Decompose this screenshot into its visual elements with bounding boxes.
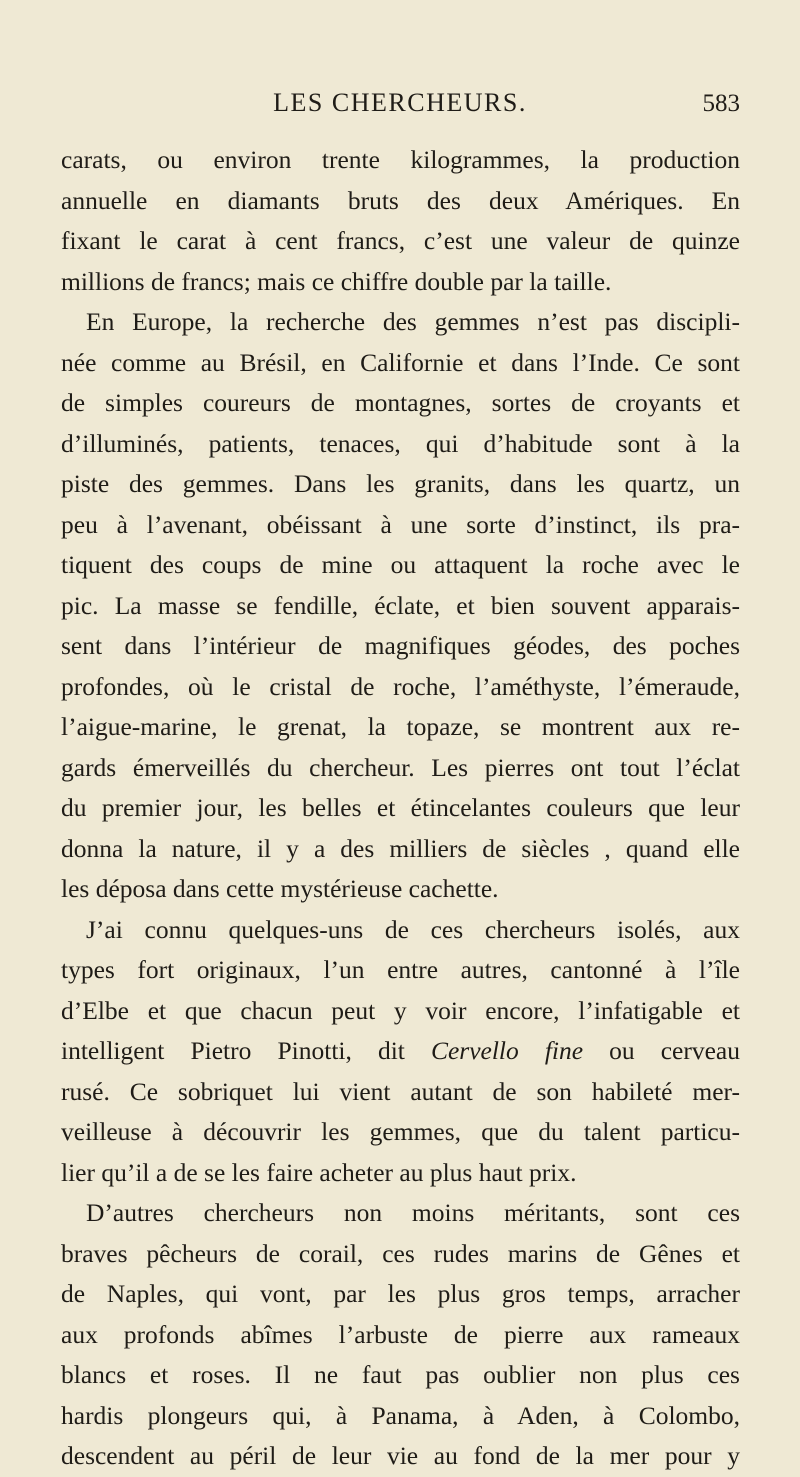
text-line-with-italic [61, 1031, 740, 1072]
text-line: annuelle en diamants bruts des deux Amériques. En [61, 185, 740, 215]
text-line: aux profonds abîmes l’arbuste de pierre aux rameaux [61, 1319, 740, 1349]
paragraph-start-line: En Europe, la recherche des gemmes n’est pas discipli- [86, 307, 740, 336]
text-line: tiquent des coups de mine ou attaquent la roche avec le [61, 550, 740, 579]
text-line: fixant le carat à cent francs, c’est une valeur de quinze [61, 226, 740, 255]
text-line: d’Elbe et que chacun peut y voir encore, l’infatigable et [61, 995, 740, 1025]
paragraph-start-line: D’autres chercheurs non moins méritants, sont ces [86, 1198, 740, 1227]
text-line: hardis plongeurs qui, à Panama, à Aden, à Colombo, [61, 1400, 740, 1430]
text-line: profondes, où le cristal de roche, l’améthyste, l’émeraude, [61, 671, 740, 701]
text-line: donna la nature, il y a des milliers de siècles , quand elle [61, 833, 740, 863]
text-line: peu à l’avenant, obéissant à une sorte d’instinct, ils pra- [61, 509, 740, 539]
text-line: rusé. Ce sobriquet lui vient autant de son habileté mer- [61, 1076, 740, 1106]
text-line: du premier jour, les belles et étincelantes couleurs que leur [61, 793, 740, 822]
text-line: de Naples, qui vont, par les plus gros temps, arracher [61, 1279, 740, 1308]
text-line: millions de francs; mais ce chiffre double par la taille. [61, 266, 612, 296]
text-segment: intelligent Pietro Pinotti, dit [61, 1036, 431, 1065]
text-line: carats, ou environ trente kilogrammes, la production [61, 145, 740, 174]
text-line: d’illuminés, patients, tenaces, qui d’habitude sont à la [61, 428, 740, 458]
running-head [60, 88, 740, 128]
text-line: de simples coureurs de montagnes, sortes de croyants et [61, 388, 740, 417]
paragraph-start-line: J’ai connu quelques-uns de ces chercheurs isolés, aux [86, 914, 740, 944]
text-line: blancs et roses. Il ne faut pas oublier non plus ces [61, 1360, 740, 1389]
text-line: types fort originaux, l’un entre autres, cantonné à l’île [61, 955, 740, 984]
text-line: descendent au péril de leur vie au fond de la mer pour y [61, 1441, 740, 1470]
page-number: 583 [702, 90, 740, 117]
text-line: née comme au Brésil, en Californie et dans l’Inde. Ce sont [61, 347, 740, 377]
text-line: gards émerveillés du chercheur. Les pierres ont tout l’éclat [61, 752, 740, 782]
text-line: lier qu’il a de se les faire acheter au plus haut prix. [61, 1157, 577, 1187]
text-line: piste des gemmes. Dans les granits, dans les quartz, un [61, 469, 740, 498]
body-text [61, 140, 740, 1477]
text-segment: ou cerveau [583, 1036, 741, 1065]
text-line: sent dans l’intérieur de magnifiques géodes, des poches [61, 631, 740, 660]
text-line: veilleuse à découvrir les gemmes, que du talent particu- [61, 1117, 740, 1146]
text-line: pic. La masse se fendille, éclate, et bien souvent apparais- [61, 590, 740, 620]
text-line: les déposa dans cette mystérieuse cachette. [61, 874, 499, 903]
text-line: braves pêcheurs de corail, ces rudes marins de Gênes et [61, 1238, 740, 1268]
italic-nickname: Cervello fine [430, 1036, 584, 1065]
text-line: l’aigue-marine, le grenat, la topaze, se montrent aux re- [61, 712, 740, 741]
running-title: LES CHERCHEURS. [273, 88, 527, 117]
